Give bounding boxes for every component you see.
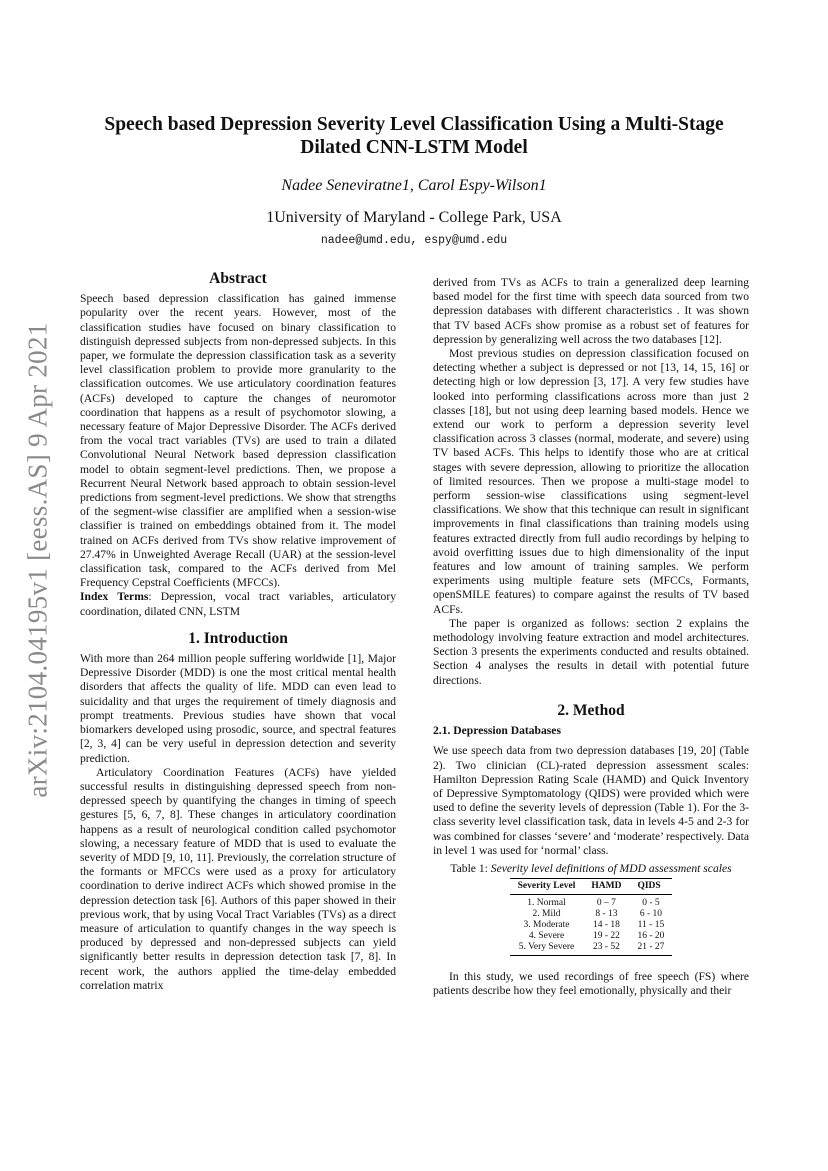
table-cell: 11 - 15 (637, 920, 665, 931)
table-cell: 0 – 7 (596, 898, 616, 909)
severity-table (510, 878, 673, 956)
table-cell: 4. Severe (528, 931, 565, 942)
intro-paragraph-4: Most previous studies on depression classification focused on detecting whether a subject is depressed or not [13, 14, 15, 16] or detecting high or low depression [3, 17]. A very few studies have looked into performing classifications across more than just 2 classes [18], but not using deep learning based models. Hence we extend our work to perform a depression severity level classification across 3 classes (normal, moderate, and severe) using TV based ACFs. This helps to identify those who are at critical stages with severe depression, allowing to prioritize the allocation of limited resources. Then we propose a multi-stage model to perform session-wise classifications using segment-level classifications. We show that this technique can result in significant improvements in final classifications than training models using features extracted directly from full audio recordings by helping to avoid overfitting issues due to high dimensionality of the input features and low amount of training samples. We perform experiments using multiple feature sets (MFCCs, Formants, openSMILE features) to compare against the results of TV based ACFs. (433, 347, 749, 616)
table-cell: 21 - 27 (629, 942, 672, 956)
method-paragraph-1: We use speech data from two depression databases [19, 20] (Table 2). Two clinician (CL)-rated depression assessment scales: Hamilton Depression Rating Scale (HAMD) and Quick Inventory of Depressive Symptomatology (QIDS) were provided which were used to define the severity levels of depression (Table 1). For the 3-class severity level classification task, data in levels 4-5 and 2-3 for was combined for classes ‘severe’ and ‘moderate’ respectively. Data in level 1 was used for ‘normal’ class. (433, 744, 749, 857)
intro-paragraph-5: The paper is organized as follows: section 2 explains the methodology involving feature extraction and model architectures. Section 3 presents the experiments conducted and results obtained. Section 4 analyses the results in detail with potential future directions. (433, 616, 749, 687)
intro-paragraph-2: Articulatory Coordination Features (ACFs) have yielded successful results in distinguishing depressed speech from non-depressed speech by quantifying the changes in timing of speech gestures [5, 6, 7, 8]. These changes in articulatory coordination happens as a result of neurological condition called psychomotor slowing, a necessary feature of MDD that is used to evaluate the severity of MDD [9, 10, 11]. Previously, the correlation structure of the formants or MFCCs were used as a proxy for articulatory coordination to derive indirect ACFs which showed promise in the depression detection task [6]. Authors of this paper showed in their previous work, that by using Vocal Tract Variables (TVs) as a direct measure of articulation to quantify changes in the way speech is produced by depressed and non-depressed subjects can yield significantly better results in depression detection task [7, 8]. In recent work, the authors applied the time-delay embedded correlation matrix (80, 765, 396, 992)
table-cell: 14 - 18 (592, 920, 620, 931)
table-header-row (510, 879, 673, 895)
intro-heading: 1. Introduction (188, 629, 288, 647)
table-caption-prefix: Table 1: (450, 861, 491, 875)
method-paragraph-2: In this study, we used recordings of free speech (FS) where patients describe how they feel emotionally, physically and their (433, 970, 749, 998)
table-cell: 16 - 20 (637, 931, 665, 942)
intro-paragraph-3: derived from TVs as ACFs to train a generalized deep learning based model for the first time with speech data sourced from two depression databases with different characteristics . It was shown that TV based ACFs show promise as a robust set of features for depression by generalizing well across the two databases [12]. (433, 276, 749, 346)
table-row (510, 931, 673, 942)
left-column (80, 272, 396, 993)
table-caption-text: Severity level definitions of MDD assessment scales (490, 861, 732, 875)
table-row (510, 909, 673, 920)
table-row (510, 920, 673, 931)
paper-title: Speech based Depression Severity Level Classification Using a Multi-Stage Dilated CNN-LSTM Model (104, 114, 724, 158)
affiliation: 1University of Maryland - College Park, USA (266, 209, 562, 226)
table-cell: 2. Mild (532, 909, 561, 920)
table-cell: 1. Normal (527, 898, 566, 909)
right-column (433, 276, 749, 999)
abstract-text: Speech based depression classification has gained immense popularity over the recent years. However, most of the classification studies have focused on binary classification to distinguish depressed subjects from non-depressed subjects. In this paper, we formulate the depression classification task as a severity level classification problem to provide more granularity to the classification outcomes. We use articulatory coordination features (ACFs) developed to capture the changes of neuromotor coordination that happens as a result of psychomotor slowing, a necessary feature of Major Depressive Disorder. The ACFs derived from the vocal tract variables (TVs) are used to train a dilated Convolutional Neural Network based depression classification model to obtain segment-level predictions. Then, we propose a Recurrent Neural Network based approach to obtain session-level predictions from segment-level predictions. We show that strengths of the segment-wise classifier are amplified when a session-wise classifier is trained on embeddings obtained from it. The model trained on ACFs derived from TVs show relative improvement of 27.47% in Unweighted Average Recall (UAR) at the session-level classification task, compared to the ACFs derived from Mel Frequency Cepstral Coefficients (MFCCs). (80, 292, 396, 590)
subsection-heading: 2.1. Depression Databases (433, 724, 561, 738)
abstract-heading: Abstract (209, 270, 267, 287)
table-row (510, 895, 673, 910)
table-caption (433, 862, 749, 876)
method-heading: 2. Method (557, 701, 625, 719)
table-cell: 0 - 5 (642, 898, 660, 909)
index-terms-label: Index Terms (80, 590, 149, 604)
table-cell: 6 - 10 (639, 909, 663, 920)
table-cell: 5. Very Severe (510, 942, 584, 956)
table-header: Severity Level (510, 879, 584, 895)
index-terms-text: : Depression, vocal tract variables, articulatory coordination, dilated CNN, LSTM (80, 590, 397, 618)
authors: Nadee Seneviratne1, Carol Espy-Wilson1 (281, 177, 547, 194)
table-header: HAMD (583, 879, 629, 895)
arxiv-stamp: arXiv:2104.04195v1 [eess.AS] 9 Apr 2021 (22, 322, 53, 798)
table-header: QIDS (629, 879, 672, 895)
table-cell: 19 - 22 (592, 931, 620, 942)
table-cell: 23 - 52 (583, 942, 629, 956)
table-cell: 8 - 13 (595, 909, 618, 920)
table-row (510, 942, 673, 956)
emails: nadee@umd.edu, espy@umd.edu (320, 234, 508, 247)
index-terms (80, 590, 396, 618)
intro-paragraph-1: With more than 264 million people suffering worldwide [1], Major Depressive Disorder (MDD) is one the most critical mental health disorders that affects the quality of life. MDD can even lead to suicidality and that urges the requirement of timely diagnosis and prompt treatments. Previous studies have shown that vocal biomarkers developed using prosodic, source, and spectral features [2, 3, 4] can be very useful in depression detection and severity prediction. (80, 652, 396, 765)
table-cell: 3. Moderate (523, 920, 570, 931)
